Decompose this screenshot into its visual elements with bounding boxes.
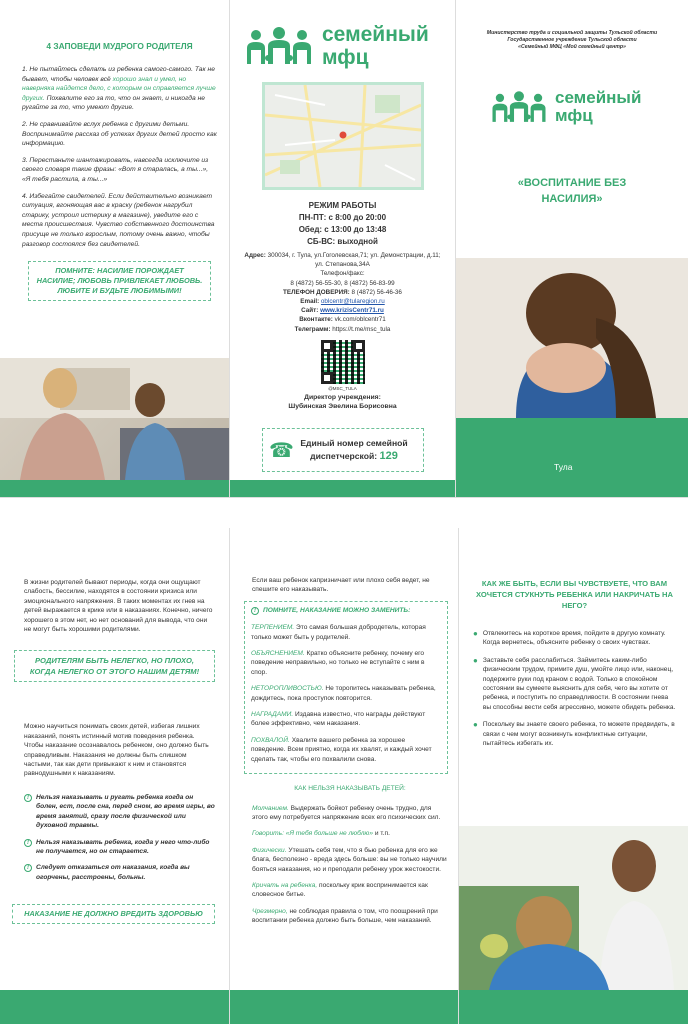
body-text: Можно научиться понимать своих детей, избегая лишних наказаний, понять истинный мотив поведения ребенка. Чтобы наказание осознавалось ребенком, оно должно быть справедливым. Наказания не должны быть слишком частыми, так как дети привыкают к ним и становятся равнодушными к наказаниям. [24, 723, 209, 778]
advice-item: ● Отвлекитесь на короткое время, пойдите в другую комнату. Когда вернетесь, объясните ребенку о своих чувствах. [473, 629, 666, 647]
hours-lunch: Обед: с 13:00 до 13:48 [298, 225, 387, 234]
vk: Вконтакте: vk.com/oblcentr71 [299, 316, 386, 324]
director-label: Директор учреждения: [304, 393, 381, 401]
forbid-title: КАК НЕЛЬЗЯ НАКАЗЫВАТЬ ДЕТЕЙ: [294, 785, 406, 793]
address: Адрес: 300034, г. Тула, ул.Гоголевская,71; ул. Демонстрации, д.11; ул. Степанова,34А [244, 252, 441, 269]
forbid-item: Чрезмерно, не соблюдая правила о том, что поощрений при воспитании ребенка должно быть больше, чем наказаний. [252, 907, 438, 925]
forbid-item: Молчанием. Выдержать бойкот ребенку очень трудно, для этого ему потребуется напряжение всех его психических сил. [252, 804, 441, 821]
rule-2: 2. Не сравнивайте вслух ребенка с другими детьми. Воспринимайте рассказ об успехах других детей просто как информацию. [22, 120, 217, 148]
panel-intro [0, 528, 229, 1024]
panel-rules [0, 0, 229, 497]
intro-text: В жизни родителей бывают периоды, когда они ощущают слабость, бессилие, находятся в состоянии кризиса или эмоционального напряжения. В таких моментах их гнев на детей выражается в крике или в наказаниях. Конечно, ничего хорошего в этом нет, но нет оснований для вывода, что они не могут быть хорошими родителями. [24, 579, 213, 634]
qr-code [230, 340, 455, 391]
forbid-item: Кричать на ребенка, поскольку крик воспринимается как словесное битье. [252, 881, 428, 899]
family-logo-icon [244, 26, 314, 66]
site: Сайт: www.krizisCentr71.ru [301, 307, 384, 315]
trust-phone: ТЕЛЕФОН ДОВЕРИЯ: 8 (4872) 56-46-36 [283, 288, 402, 296]
rules-title: 4 ЗАПОВЕДИ МУДРОГО РОДИТЕЛЯ [46, 41, 193, 51]
info-icon: ! [251, 607, 259, 615]
brochure-outer-side [0, 0, 688, 498]
family-logo-icon [490, 90, 548, 124]
advice-item: ● Заставьте себя расслабиться. Займитесь каким-либо физическим трудом, примите душ, умойте лицо или, наконец, подержите руки под краном с водой. Только в спокойном состоянии вы сумеете выяснить для себя, чего вы хотите от ребенка, и поступить по справедливости. В состоянии гнева вы способны вести себя агрессивно, можете обидеть ребенка. [473, 655, 676, 711]
panel-cover [456, 0, 688, 497]
cover-logo-word-1: семейный [555, 88, 642, 107]
alt-intro: Если ваш ребенок капризничает или плохо себя ведет, не спешите его наказывать. [252, 577, 430, 594]
footer-box: НАКАЗАНИЕ НЕ ДОЛЖНО ВРЕДИТЬ ЗДОРОВЬЮ [12, 904, 215, 924]
forbid-item: Говорить: «Я тебя больше не люблю» и т.п. [252, 830, 390, 838]
dispatch-box [262, 428, 424, 472]
rule-3: 3. Перестаньте шантажировать, навсегда исключите из своего словаря такие фразы: «Вот я старалась, а ты...», «Я тебя растила, а ты...» [22, 156, 209, 183]
info-icon: ! [24, 839, 32, 847]
phones: 8 (4872) 56-55-30, 8 (4872) 56-83-99 [290, 279, 395, 287]
map-pin-icon [340, 132, 347, 139]
info-icon: ! [24, 794, 32, 802]
institution: Государственное учреждение Тульской области [507, 37, 637, 44]
advice-item: ● Поскольку вы знаете своего ребенка, то можете предвидеть, в связи с чем могут возникнуть конфликтные ситуации, пытайтесь избегать их. [473, 720, 675, 748]
brochure-headline: «ВОСПИТАНИЕ БЕЗ НАСИЛИЯ» [517, 177, 627, 205]
telegram: Телеграмм: https://t.me/msc_tula [294, 325, 391, 333]
email-link[interactable]: oblcentr@tularegion.ru [320, 298, 385, 306]
slogan-box: ПОМНИТЕ: НАСИЛИЕ ПОРОЖДАЕТ НАСИЛИЕ; ЛЮБОВЬ ПРИВЛЕКАЕТ ЛЮБОВЬ. ЛЮБИТЕ И БУДЬТЕ ЛЮБИМЫМИ! [28, 261, 211, 301]
replace-item: ОБЪЯСНЕНИЕМ. Кратко объясните ребенку, почему его поведение неправильно, но только не вступайте с ним в спор. [251, 650, 425, 676]
ministry: Министерство труда и социальной защиты Тульской области [486, 30, 658, 36]
warning-3: ! Следует отказаться от наказания, когда вы огорчены, расстроены, больны. [24, 863, 215, 882]
replace-item: ПОХВАЛОЙ. Хвалите вашего ребенка за хорошее поведение. Всем приятно, когда их хвалят, и каждый хочет сделать так, чтобы его похвалили снова. [251, 736, 432, 763]
hours-weekend: СБ-ВС: выходной [307, 237, 378, 246]
rule-4: 4. Избегайте свидетелей. Если действительно возникает ситуация, вгоняющая вас в краску (ребенок нагрубил старику, устроил истерику в магазине), уведите его с места происшествия. Чувство собственного достоинства присуще не только взрослым, потому очень важно, чтобы разговор состоялся без свидетелей. [22, 192, 215, 248]
brochure-inner-side [0, 528, 688, 1024]
site-link[interactable]: www.krizisCentr71.ru [320, 307, 384, 315]
logo-word-1: семейный [322, 23, 429, 46]
panel-advice [459, 528, 688, 1024]
cover-logo-word-2: мфц [555, 106, 593, 125]
info-icon: ! [24, 864, 32, 872]
logo-family-mfc [244, 24, 429, 68]
warning-2: ! Нельзя наказывать ребенка, когда у него что-либо не получается, но он старается. [24, 838, 215, 857]
family-photo [0, 358, 229, 480]
replace-title: ПОМНИТЕ, НАКАЗАНИЕ МОЖНО ЗАМЕНИТЬ: [263, 606, 411, 614]
rule-1: 1. Не пытайтесь сделать из ребенка самого-самого. Так не бывает, чтобы человек всё хорошо знал и умел, но наверняка найдется дело, с которым он справляется лучше других. Похвалите его за то, что он знает, и никогда не ругайте за то, что умеют другие. [22, 66, 216, 112]
replace-box [244, 601, 448, 774]
city-name: Тула [554, 462, 573, 472]
dispatch-text: Единый номер семейной диспетчерской: [300, 438, 408, 461]
replace-item: НЕТОРОПЛИВОСТЬЮ. Не торопитесь наказывать ребенка, дождитесь, пока проступок повторится. [251, 685, 436, 702]
advice-title: КАК ЖЕ БЫТЬ, ЕСЛИ ВЫ ЧУВСТВУЕТЕ, ЧТО ВАМ ХОЧЕТСЯ СТУКНУТЬ РЕБЕНКА ИЛИ НАКРИЧАТЬ НА НЕГО? [475, 579, 674, 610]
forbid-item: Физически. Утешать себя тем, что я бью ребенка для его же блага, бесполезно - вреда здесь больше: вы не только научили бояться наказания, но и преподали ребенку урок жестокости. [252, 846, 447, 873]
phone-label: Телефон/факс: [320, 270, 365, 278]
quote-box: РОДИТЕЛЯМ БЫТЬ НЕЛЕГКО, НО ПЛОХО, КОГДА НЕЛЕГКО ОТ ЭТОГО НАШИМ ДЕТЯМ! [14, 650, 215, 682]
director-name: Шубинская Эвелина Борисовна [288, 403, 397, 411]
logo-word-2: мфц [322, 46, 369, 69]
center-name: «Семейный МФЦ «Мой семейный центр» [518, 44, 626, 51]
warning-1: ! Нельзя наказывать и ругать ребенка когда он болен, ест, после сна, перед сном, во время игры, во время занятий, сразу после физической или духовной травмы. [24, 793, 215, 831]
hours-week: ПН-ПТ: с 8:00 до 20:00 [298, 213, 387, 222]
sad-girl-photo [456, 258, 688, 418]
phone-icon: ☎ [269, 439, 294, 462]
dispatch-number[interactable]: 129 [379, 450, 398, 462]
cover-logo [490, 89, 641, 124]
email: Email: oblcentr@tularegion.ru [300, 298, 385, 306]
map-image [262, 82, 424, 190]
mother-son-photo [459, 826, 688, 990]
panel-contacts [230, 0, 455, 497]
replace-item: НАГРАДАМИ. Издавна известно, что награды действуют более эффективно, чем наказания. [251, 711, 426, 728]
panel-alternatives [230, 528, 458, 1024]
hours-title: РЕЖИМ РАБОТЫ [308, 201, 377, 210]
qr-caption: @MSC_TULA [328, 385, 357, 391]
replace-item: ТЕРПЕНИЕМ. Это самая большая добродетель, которая только может быть у родителей. [251, 624, 426, 641]
